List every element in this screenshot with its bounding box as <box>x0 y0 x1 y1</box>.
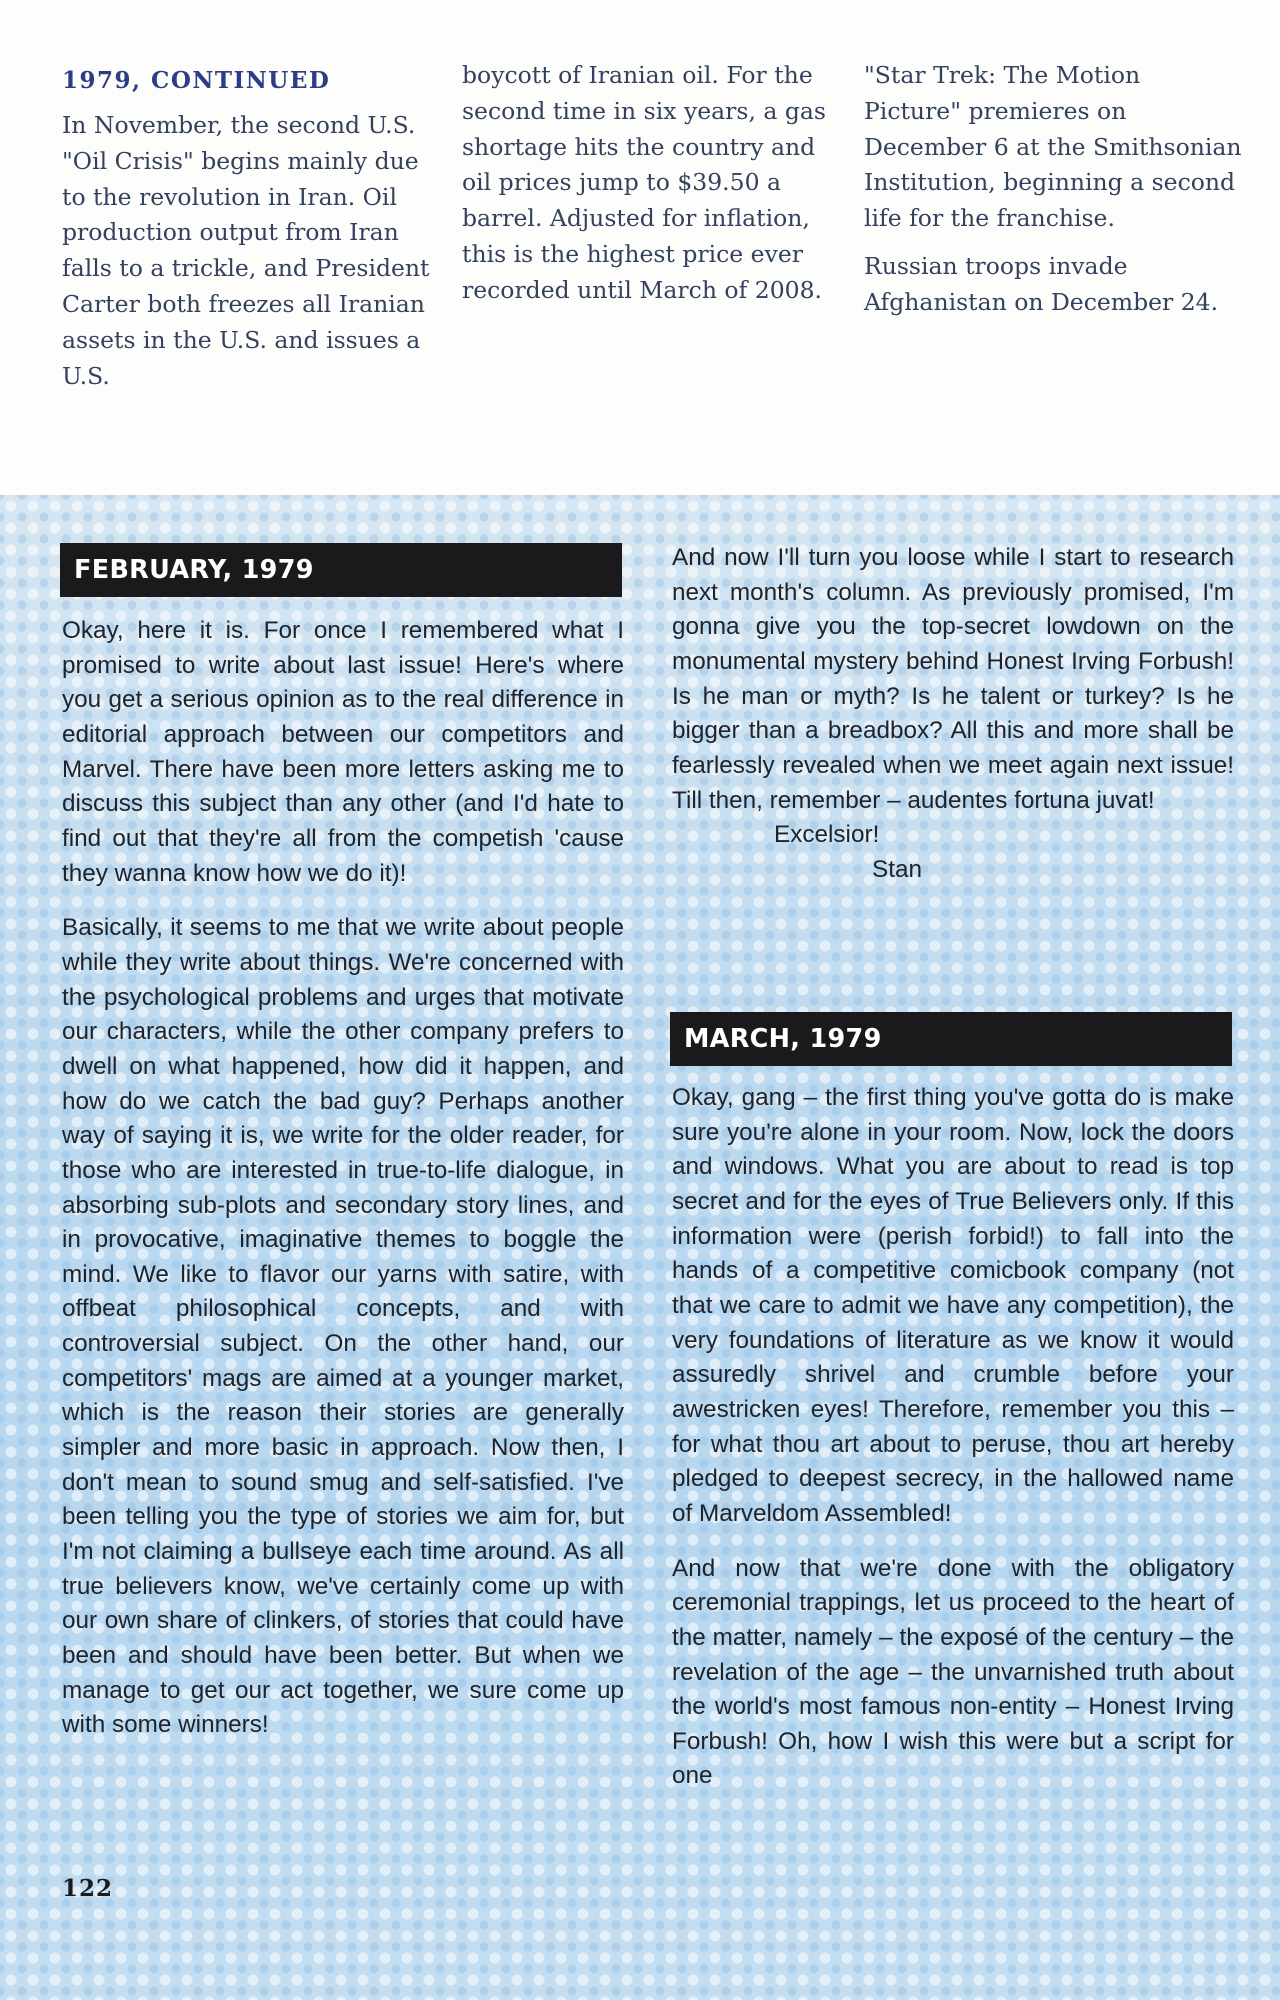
timeline-column-3 <box>864 61 1244 321</box>
timeline-heading: 1979, CONTINUED <box>62 67 331 94</box>
paragraph: And now I'll turn you loose while I start to research next month's column. As previously promised, I'm gonna give you the top-secret lowdown on the monumental mystery behind Honest Irving Forbush! Is he man or myth? Is he talent or turkey? Is he bigger than a breadbox? All this and more shall be fearlessly revealed when we meet again next issue! Till then, remember – audentes fortuna juvat! <box>672 544 1234 814</box>
timeline-column-2 <box>462 61 848 309</box>
march-column <box>672 1081 1234 1794</box>
signature: Stan <box>872 855 922 883</box>
timeline-text: In November, the second U.S. "Oil Crisis" begins mainly due to the revolution in Iran. Oil production output from Iran falls to a trickle, and President Carter both freezes all Iranian assets in the U.S. and issues a U.S. <box>62 111 430 390</box>
february-header: FEBRUARY, 1979 <box>60 543 622 597</box>
february-column-left <box>62 614 624 1743</box>
paragraph: And now that we're done with the obligatory ceremonial trappings, let us proceed to the heart of the matter, namely – the exposé of the century – the revelation of the age – the unvarnished truth about the world's most famous non-entity – Honest Irving Forbush! Oh, how I wish this were but a script for one <box>672 1554 1234 1790</box>
timeline-text: Russian troops invade Afghanistan on December 24. <box>864 251 1219 316</box>
timeline-text: boycott of Iranian oil. For the second time in six years, a gas shortage hits the country and oil prices jump to $39.50 a barrel. Adjusted for inflation, this is the highest price ever recorded until March of 2008. <box>462 61 826 304</box>
paragraph: Basically, it seems to me that we write about people while they write about things. We're concerned with the psychological problems and urges that motivate our characters, while the other company prefers to dwell on what happened, how did it happen, and how do we catch the bad guy? Perhaps another way of saying it is, we write for the older reader, for those who are interested in true-to-life dialogue, in absorbing sub-plots and secondary story lines, and in provocative, imaginative themes to boggle the mind. We like to flavor our yarns with satire, with offbeat philosophical concepts, and with controversial subject. On the other hand, our competitors' mags are aimed at a younger market, which is the reason their stories are generally simpler and more basic in approach. Now then, I don't mean to sound smug and self-satisfied. I've been telling you the type of stories we aim for, but I'm not claiming a bullseye each time around. As all true believers know, we've certainly come up with our own share of clinkers, of stories that could have been and should have been better. But when we manage to get our act together, we sure come up with some winners! <box>62 914 624 1739</box>
february-column-right <box>672 541 1234 888</box>
paragraph: Okay, here it is. For once I remembered what I promised to write about last issue! Here's where you get a serious opinion as to the real difference in editorial approach between our competitors and Marvel. There have been more letters asking me to discuss this subject than any other (and I'd hate to find out that they're all from the competish 'cause they wanna know how we do it)! <box>62 617 624 887</box>
timeline-text: "Star Trek: The Motion Picture" premieres on December 6 at the Smithsonian Institution, beginning a second life for the franchise. <box>864 61 1242 233</box>
paragraph: Okay, gang – the first thing you've gotta do is make sure you're alone in your room. Now, lock the doors and windows. What you are about to read is top secret and for the eyes of True Believers only. If this information were (perish forbid!) to fall into the hands of a competitive comicbook company (not that we care to admit we have any competition), the very foundations of literature as we know it would assuredly shrivel and crumble before your awestricken eyes! Therefore, remember you this – for what thou art about to peruse, thou art hereby pledged to deepest secrecy, in the hallowed name of Marveldom Assembled! <box>672 1084 1234 1527</box>
signoff: Excelsior! <box>774 821 880 849</box>
page-number: 122 <box>62 1875 114 1902</box>
timeline-column-1 <box>62 66 448 394</box>
timeline-section <box>0 0 1280 495</box>
march-header: MARCH, 1979 <box>670 1012 1232 1066</box>
